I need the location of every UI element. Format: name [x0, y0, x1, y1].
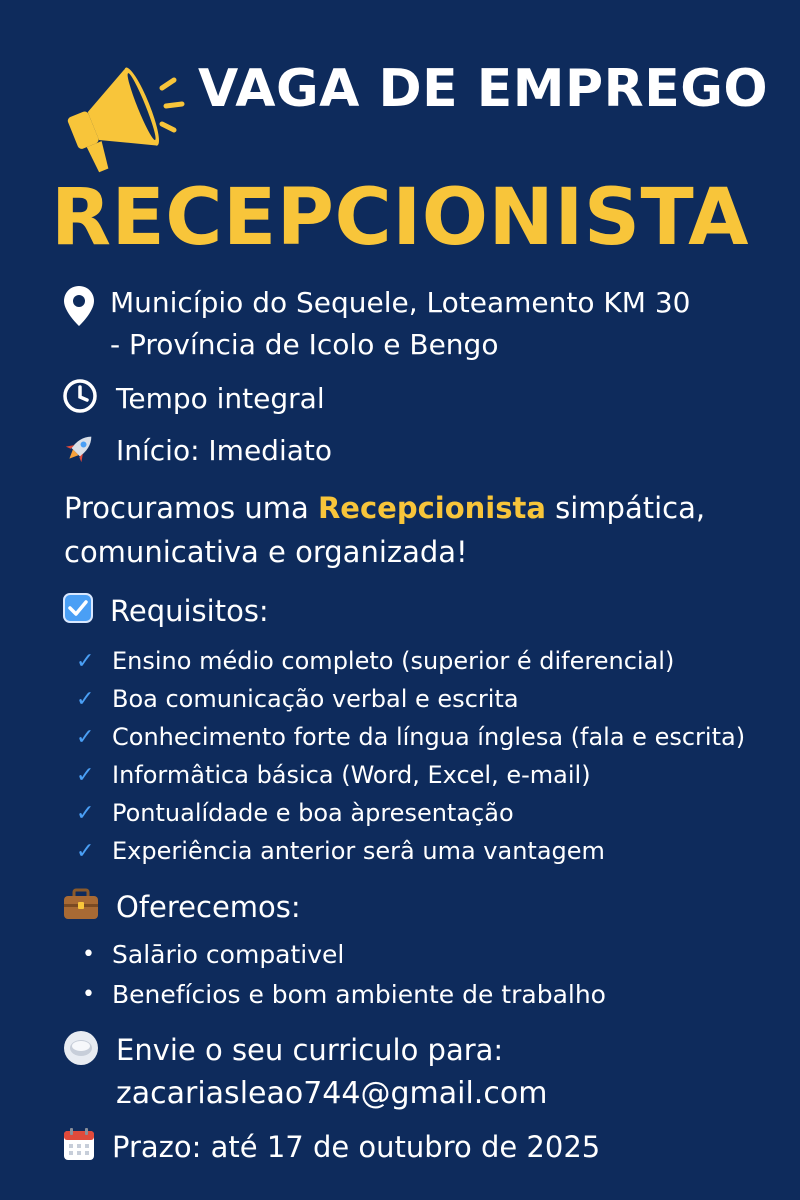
list-item	[76, 718, 745, 756]
list-item	[76, 794, 745, 832]
check-icon: ✓	[76, 724, 95, 750]
requirement-text: Experiência anterior serâ uma vantagem	[112, 837, 605, 865]
start-text: Início: Imediato	[116, 434, 333, 467]
schedule-row	[62, 378, 325, 420]
intro-before: Procuramos uma	[64, 491, 318, 525]
requirement-text: Informâtica básica (Word, Excel, e-mail)	[112, 761, 591, 789]
job-title: RECEPCIONISTA	[50, 173, 750, 263]
offer-text: Salārio compativel	[112, 939, 345, 969]
check-icon: ✓	[76, 762, 95, 788]
contact-row	[62, 1028, 547, 1116]
requirements-list	[76, 642, 745, 870]
rocket-icon	[62, 430, 102, 466]
checkbox-icon	[62, 590, 102, 626]
contact-text	[116, 1028, 547, 1116]
intro-highlight: Recepcionista	[317, 491, 546, 525]
poster-title: VAGA DE EMPREGO	[198, 59, 769, 119]
list-item	[82, 974, 606, 1014]
offer-text: Benefícios e bom ambiente de trabalho	[112, 979, 606, 1009]
location-text	[110, 282, 690, 366]
intro-after: simpática,	[545, 491, 706, 525]
offer-heading-row	[62, 886, 301, 928]
inbox-icon	[62, 1028, 102, 1068]
check-icon: ✓	[76, 800, 95, 826]
intro-line1	[64, 486, 705, 530]
location-row	[62, 282, 690, 366]
list-item	[76, 756, 745, 794]
list-item	[76, 832, 745, 870]
location-line2: - Província de Icolo e Bengo	[110, 328, 499, 361]
requirement-text: Boa comunicação verbal e escrita	[112, 685, 519, 713]
list-item	[82, 934, 606, 974]
requirement-text: Conhecimento forte da língua ínglesa (fala e escrita)	[112, 723, 746, 751]
bullet-icon: •	[82, 981, 95, 1007]
start-row	[62, 430, 332, 472]
offer-heading: Oferecemos:	[116, 890, 301, 924]
list-item	[76, 680, 745, 718]
deadline-text: Prazo: até 17 de outubro de 2025	[112, 1130, 601, 1164]
intro-text	[64, 486, 705, 574]
check-icon: ✓	[76, 686, 95, 712]
contact-label: Envie o seu curriculo para:	[116, 1033, 504, 1067]
clock-icon	[62, 378, 102, 414]
megaphone-icon	[56, 58, 188, 174]
requirements-heading-row	[62, 590, 269, 632]
check-icon: ✓	[76, 838, 95, 864]
list-item	[76, 642, 745, 680]
requirements-heading: Requisitos:	[110, 594, 269, 628]
requirement-text: Ensino médio completo (superior é diferencial)	[112, 647, 675, 675]
bullet-icon: •	[82, 941, 95, 967]
contact-email[interactable]: zacariasleao744@gmail.com	[116, 1076, 548, 1111]
location-line1: Município do Sequele, Loteamento KM 30	[110, 286, 691, 319]
check-icon: ✓	[76, 648, 95, 674]
requirement-text: Pontualídade e boa àpresentação	[112, 799, 514, 827]
briefcase-icon	[62, 886, 102, 922]
schedule-text: Tempo integral	[116, 382, 325, 415]
intro-line2: comunicativa e organizada!	[64, 535, 468, 569]
offer-list	[82, 934, 606, 1014]
location-pin-icon	[62, 282, 102, 330]
calendar-icon	[62, 1126, 102, 1162]
deadline-row	[62, 1126, 600, 1168]
